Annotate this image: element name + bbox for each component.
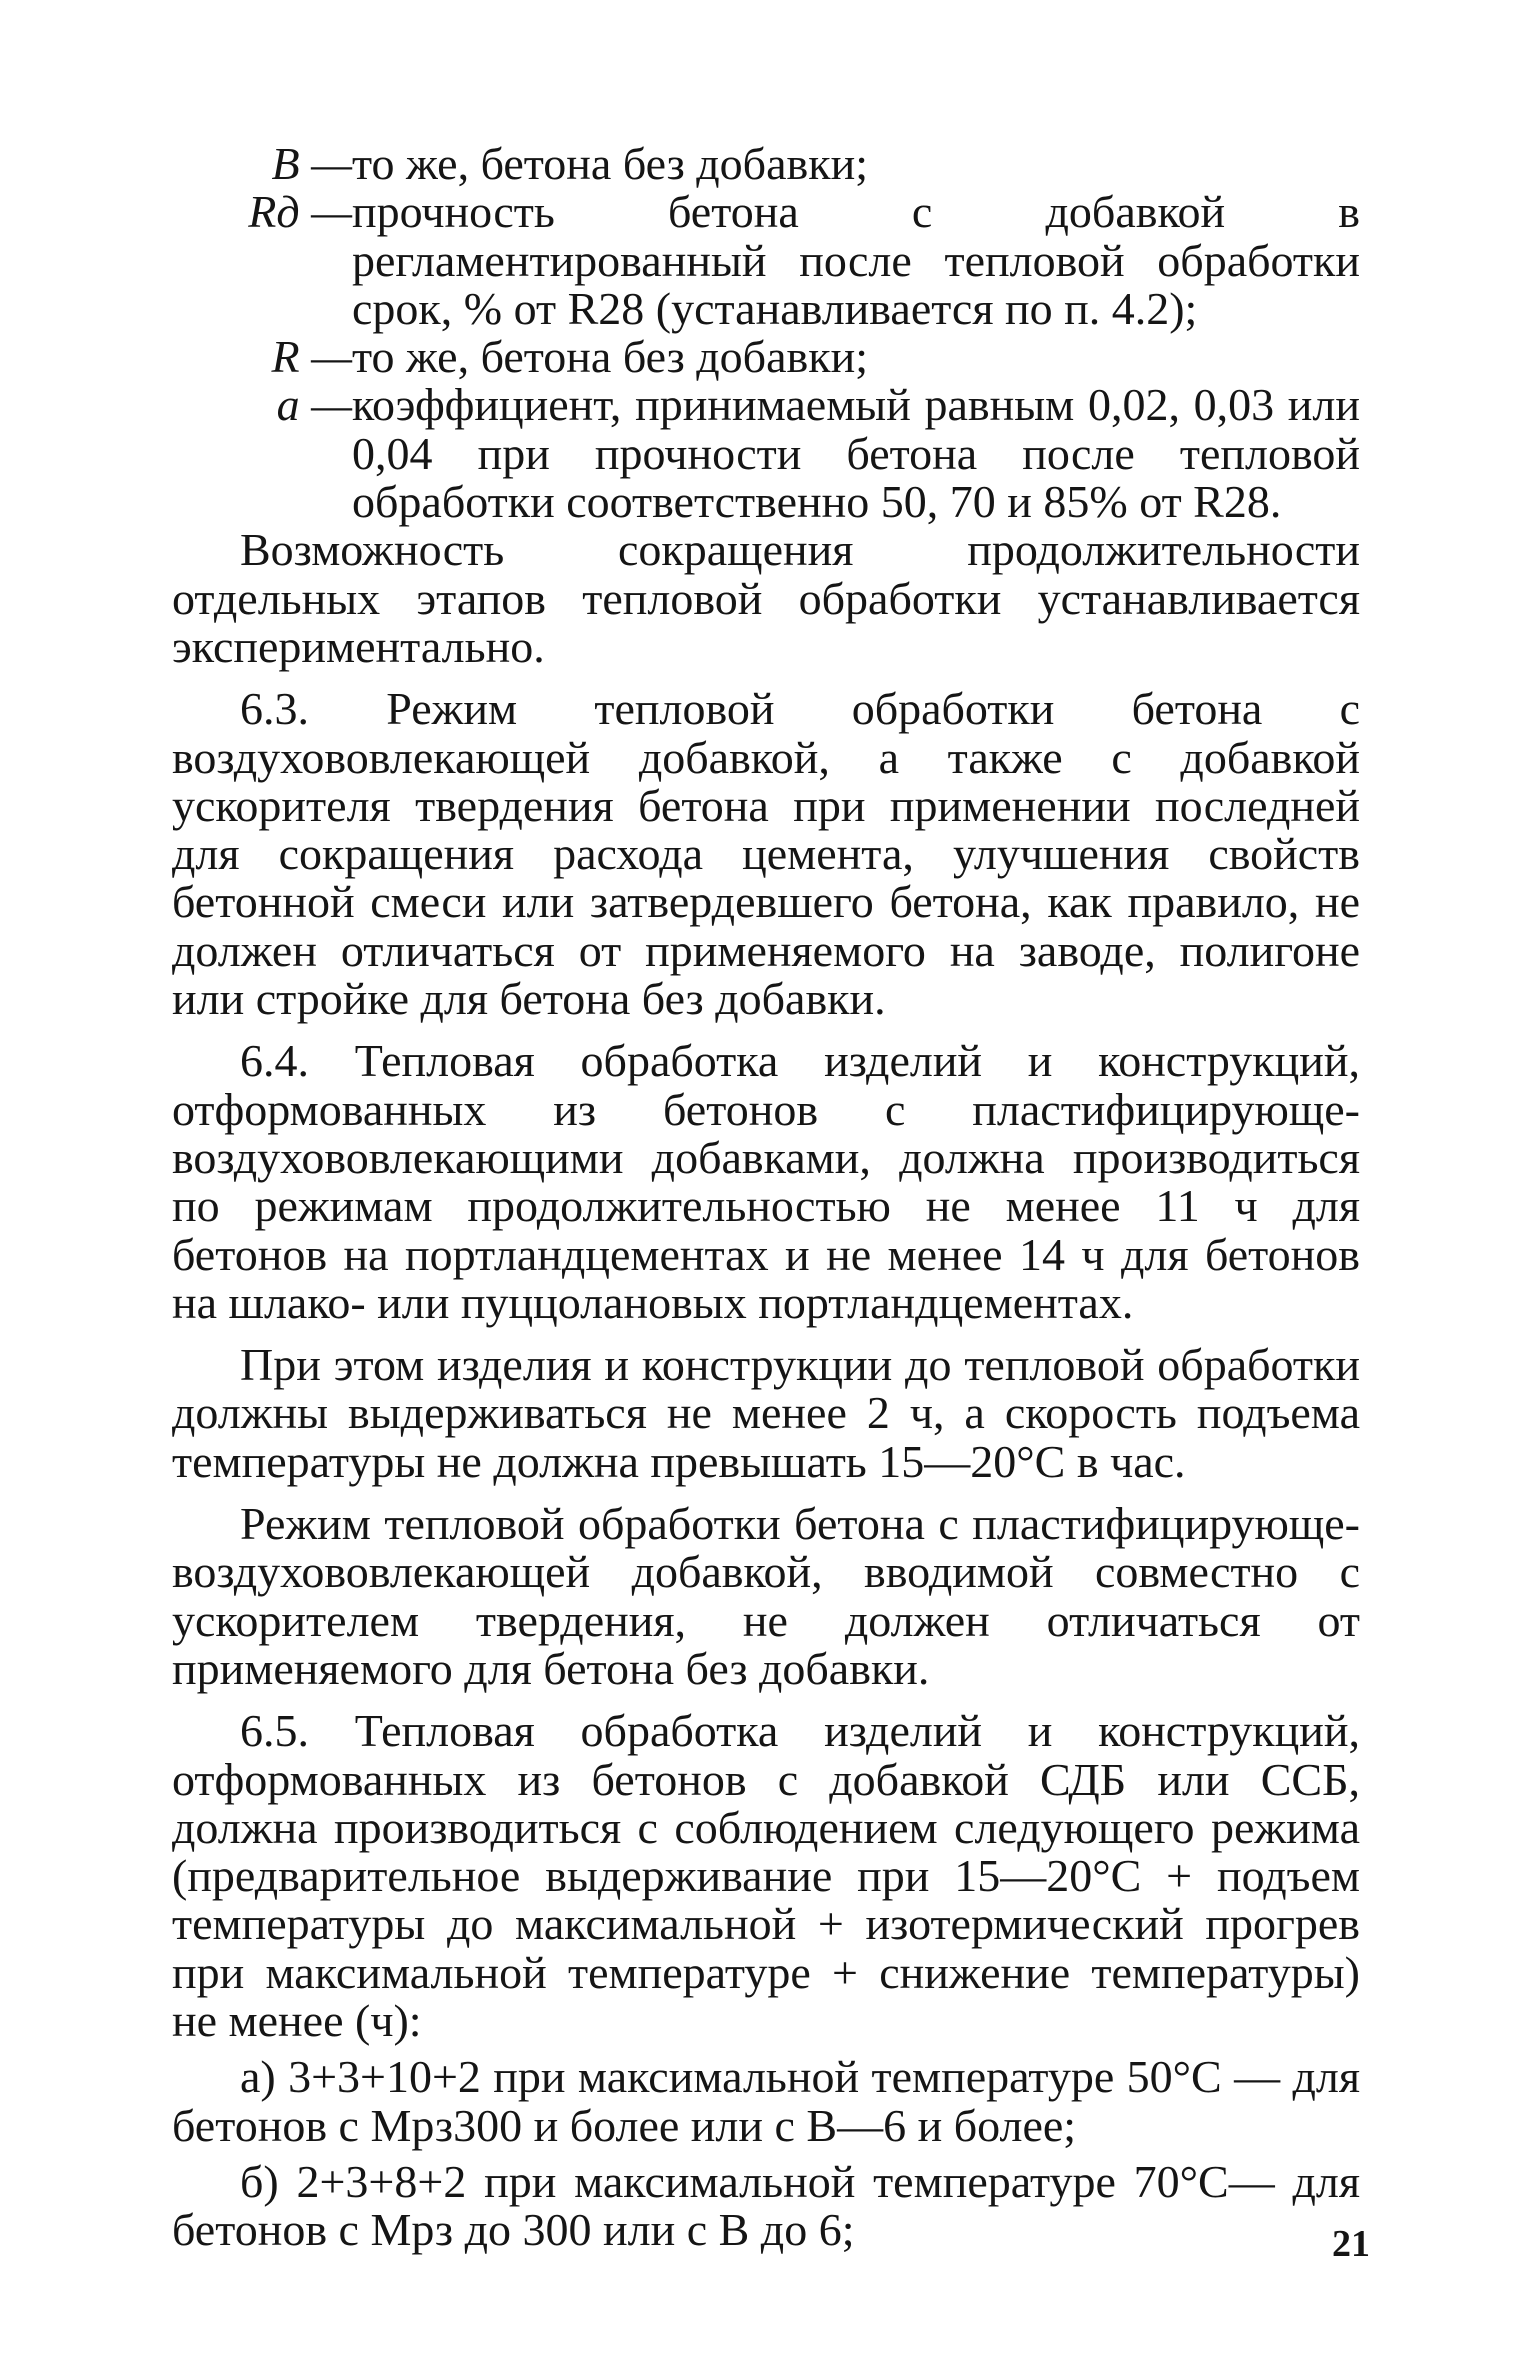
section-6-4: 6.4. Тепловая обработка изделий и конструкций, отформованных из бетонов с пластифицирующе-воздухововлекающими добавками, должна производиться по режимам продолжительностью не менее 11 ч для бетонов на портландцементах и не менее 14 ч для бетонов на шлако- или пуццолановых портландцементах. bbox=[172, 1035, 1360, 1328]
paragraph-combined-additive: Режим тепловой обработки бетона с пластифицирующе-воздухововлекающей добавкой, вводимой совместно с ускорителем твердения, не должен отличаться от применяемого для бетона без добавки. bbox=[172, 1498, 1360, 1694]
definition-term: B — bbox=[271, 138, 352, 189]
definition-term: R — bbox=[271, 331, 352, 383]
list-item-b: б) 2+3+8+2 при максимальной температуре 70°С— для бетонов с Мрз до 300 или с В до 6; bbox=[172, 2155, 1360, 2256]
list-item-a: а) 3+3+10+2 при максимальной температуре 50°С — для бетонов с Мрз300 и более или с В—6 и более; bbox=[172, 2051, 1360, 2151]
definition-term: Rд — bbox=[248, 186, 352, 238]
definition-a bbox=[172, 381, 1360, 526]
definition-text: прочность бетона с добавкой в регламентированный после тепловой обработки срок, % от R28 (устанавливается по п. 4.2); bbox=[352, 186, 1360, 334]
definition-term: a — bbox=[276, 379, 352, 431]
page-body bbox=[172, 140, 1360, 2254]
definition-rd bbox=[172, 188, 1360, 333]
paragraph-experimental: Возможность сокращения продолжительности отдельных этапов тепловой обработки устанавливается экспериментально. bbox=[172, 524, 1360, 672]
definition-text: коэффициент, принимаемый равным 0,02, 0,03 или 0,04 при прочности бетона после тепловой обработки соответственно 50, 70 и 85% от R28. bbox=[352, 379, 1360, 528]
page-number: 21 bbox=[1332, 2223, 1370, 2265]
definition-b bbox=[172, 140, 1360, 188]
definition-text: то же, бетона без добавки; bbox=[352, 138, 868, 189]
definition-text: то же, бетона без добавки; bbox=[352, 331, 868, 383]
section-6-5: 6.5. Тепловая обработка изделий и конструкций, отформованных из бетонов с добавкой СДБ или ССБ, должна производиться с соблюдением следующего режима (предварительное выдерживание при 15—20°С + подъем температуры до максимальной + изотермический прогрев при максимальной температуре + снижение температуры) не менее (ч): bbox=[172, 1705, 1360, 2046]
paragraph-pre-holding: При этом изделия и конструкции до тепловой обработки должны выдерживаться не менее 2 ч, а скорость подъема температуры не должна превышать 15—20°С в час. bbox=[172, 1339, 1360, 1487]
definition-r bbox=[172, 333, 1360, 381]
section-6-3: 6.3. Режим тепловой обработки бетона с воздухововлекающей добавкой, а также с добавкой ускорителя твердения бетона при применении последней для сокращения расхода цемента, улучшения свойств бетонной смеси или затвердевшего бетона, как правило, не должен отличаться от применяемого на заводе, полигоне или стройке для бетона без добавки. bbox=[172, 683, 1360, 1025]
